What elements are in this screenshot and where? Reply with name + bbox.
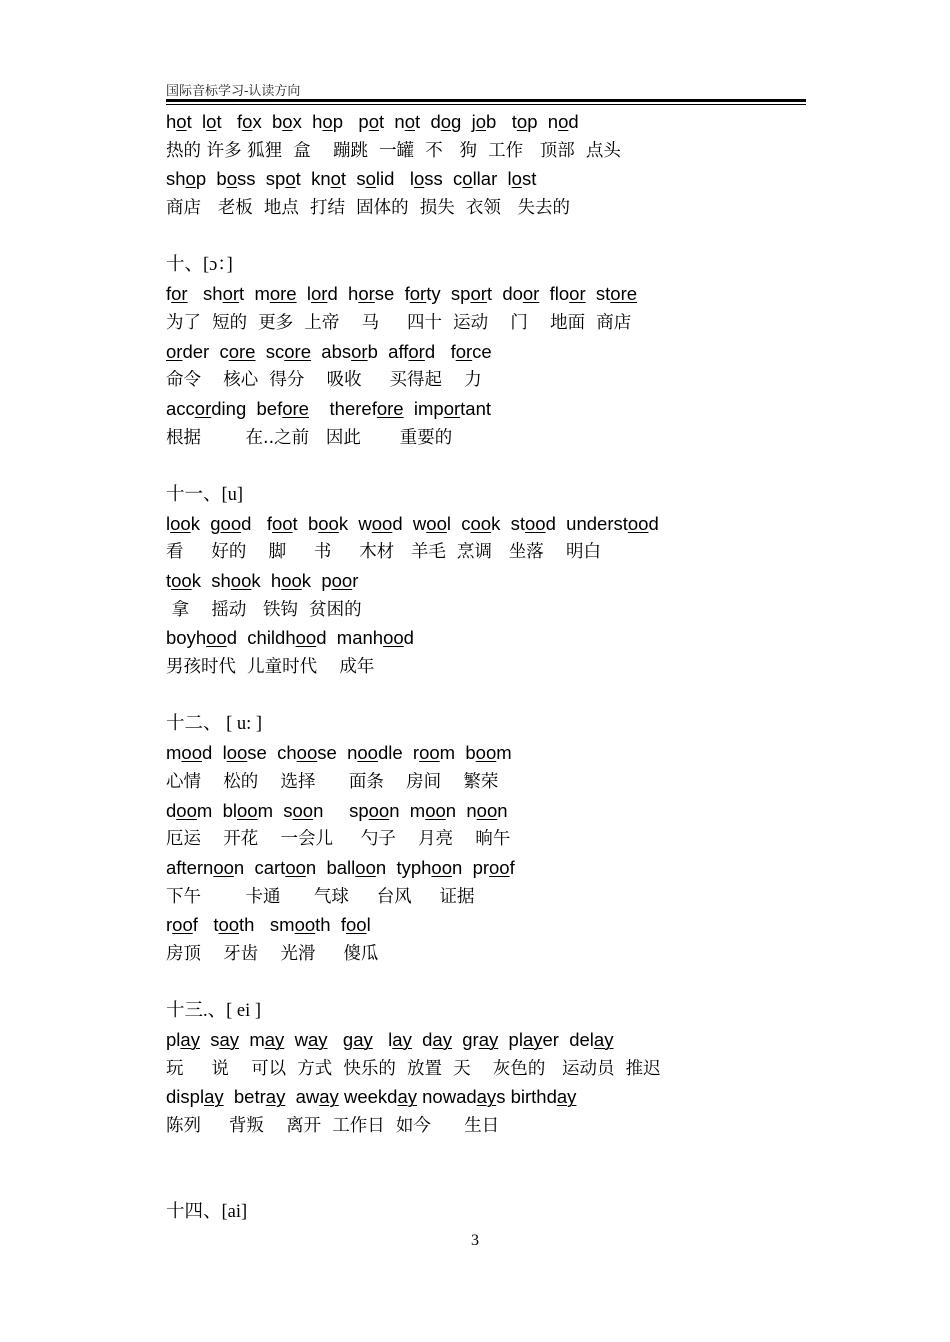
highlighted-letters: o xyxy=(440,111,452,132)
vocab-word: floor xyxy=(549,283,586,305)
vocab-word: order xyxy=(166,340,210,362)
vocab-word: bloom xyxy=(222,799,273,821)
vocab-word: job xyxy=(471,111,497,132)
word-line xyxy=(166,338,806,367)
highlighted-letters: ore xyxy=(228,340,256,362)
vocab-word: day xyxy=(422,1029,452,1050)
vocab-word: poor xyxy=(321,570,359,591)
highlighted-letters: oo xyxy=(294,914,316,936)
page-header-title: 国际音标学习-认读方向 xyxy=(166,84,301,99)
vocab-word: book xyxy=(307,512,349,534)
vocab-word: cartoon xyxy=(254,856,317,878)
word-line xyxy=(166,567,806,596)
vocab-word: force xyxy=(450,340,492,362)
highlighted-letters: o xyxy=(462,168,473,190)
highlighted-letters: o xyxy=(330,168,341,190)
highlighted-letters: oo xyxy=(170,512,191,534)
header-rule-thick xyxy=(166,99,806,102)
vocab-word: understood xyxy=(566,512,659,534)
translation-line: 男孩时代 儿童时代 成年 xyxy=(166,657,375,678)
highlighted-letters: ay xyxy=(307,1029,328,1050)
highlighted-letters: o xyxy=(185,168,196,190)
vocab-word: soon xyxy=(283,799,324,821)
highlighted-letters: o xyxy=(413,168,425,190)
vocab-word: player xyxy=(508,1029,559,1050)
vocab-word: for xyxy=(166,283,188,305)
vocab-word: foot xyxy=(266,512,298,534)
highlighted-letters: oo xyxy=(475,742,497,764)
highlighted-letters: oo xyxy=(181,742,202,764)
vocab-word: birthday xyxy=(510,1086,577,1108)
vocab-word: way xyxy=(294,1029,328,1050)
highlighted-letters: oo xyxy=(383,627,404,649)
highlighted-letters: oo xyxy=(230,570,252,591)
translation-line: 房顶 牙齿 光滑 傻瓜 xyxy=(166,943,379,964)
highlighted-letters: oo xyxy=(295,627,317,649)
highlighted-letters: ay xyxy=(319,1086,339,1108)
vocab-word: boyhood xyxy=(166,627,237,649)
vocab-word: core xyxy=(219,340,256,362)
highlighted-letters: or xyxy=(311,283,328,305)
vocab-word: fool xyxy=(340,914,371,936)
highlighted-letters: o xyxy=(176,111,187,132)
highlighted-letters: ay xyxy=(432,1029,452,1050)
highlighted-letters: o xyxy=(365,168,376,190)
vocab-word: proof xyxy=(472,856,515,878)
vocab-word: noodle xyxy=(347,742,403,764)
vocab-word: say xyxy=(210,1029,240,1050)
highlighted-letters: oo xyxy=(292,799,314,821)
highlighted-letters: o xyxy=(511,168,522,190)
vocab-word: wood xyxy=(358,512,403,534)
highlighted-letters: ay xyxy=(392,1029,412,1050)
vocab-word: mood xyxy=(166,742,213,764)
vocab-word: roof xyxy=(166,914,198,936)
vocab-word: delay xyxy=(569,1029,614,1050)
vocab-word: hop xyxy=(312,111,343,132)
vocab-word: moon xyxy=(409,799,457,821)
translation-line: 下午 卡通 气球 台风 证据 xyxy=(166,886,475,907)
vocab-word: collar xyxy=(453,168,498,190)
translation-line: 根据 在..之前 因此 重要的 xyxy=(166,427,453,448)
highlighted-letters: oo xyxy=(371,512,393,534)
highlighted-letters: oo xyxy=(236,799,258,821)
vocab-word: store xyxy=(595,283,638,305)
highlighted-letters: oo xyxy=(172,914,193,936)
vocab-word: may xyxy=(249,1029,285,1050)
page-number: 3 xyxy=(471,1232,479,1249)
word-line xyxy=(166,510,806,539)
highlighted-letters: oo xyxy=(355,856,376,878)
spacer xyxy=(166,969,806,998)
highlighted-letters: oo xyxy=(426,512,447,534)
highlighted-letters: ore xyxy=(284,340,312,362)
spacer xyxy=(166,452,806,481)
vocab-word: choose xyxy=(277,742,337,764)
highlighted-letters: o xyxy=(475,111,487,132)
vocab-word: pot xyxy=(358,111,385,132)
vocab-word: before xyxy=(256,397,309,419)
vocab-word: forty xyxy=(404,283,441,305)
vocab-word: therefore xyxy=(329,397,404,419)
vocab-word: important xyxy=(413,397,492,419)
highlighted-letters: or xyxy=(408,340,425,362)
vocab-word: room xyxy=(412,742,456,764)
highlighted-letters: ore xyxy=(376,397,404,419)
vocab-word: gay xyxy=(342,1029,373,1050)
highlighted-letters: o xyxy=(322,111,333,132)
highlighted-letters: oo xyxy=(431,856,452,878)
highlighted-letters: oo xyxy=(176,799,197,821)
vocab-word: short xyxy=(203,283,245,305)
highlighted-letters: oo xyxy=(346,914,367,936)
word-line xyxy=(166,624,806,653)
highlighted-letters: oo xyxy=(206,627,227,649)
word-line xyxy=(166,280,806,309)
highlighted-letters: or xyxy=(351,340,368,362)
vocab-word: good xyxy=(210,512,252,534)
highlighted-letters: or xyxy=(166,340,183,362)
highlighted-letters: oo xyxy=(226,742,248,764)
vocab-word: lay xyxy=(388,1029,412,1050)
word-line xyxy=(166,797,806,826)
highlighted-letters: o xyxy=(226,168,238,190)
vocab-word: sport xyxy=(450,283,493,305)
translation-line: 商店 老板 地点 打结 固体的 损失 衣领 失去的 xyxy=(166,198,571,219)
section-heading: 十三.、[ ei ] xyxy=(166,1001,262,1022)
vocab-word: absorb xyxy=(321,340,378,362)
vocab-word: boom xyxy=(465,742,512,764)
highlighted-letters: or xyxy=(222,283,240,305)
highlighted-letters: oo xyxy=(425,799,446,821)
word-line xyxy=(166,1083,806,1112)
highlighted-letters: o xyxy=(404,111,416,132)
highlighted-letters: o xyxy=(206,111,217,132)
highlighted-letters: oo xyxy=(368,799,390,821)
vocab-word: hook xyxy=(270,570,312,591)
highlighted-letters: oo xyxy=(220,512,242,534)
translation-line: 厄运 开花 一会儿 勺子 月亮 晌午 xyxy=(166,829,511,850)
vocab-word: dog xyxy=(430,111,462,132)
translation-line: 命令 核心 得分 吸收 买得起 力 xyxy=(166,370,482,391)
vocab-word: took xyxy=(166,570,201,591)
vocab-word: lord xyxy=(306,283,338,305)
highlighted-letters: ay xyxy=(265,1086,286,1108)
highlighted-letters: ay xyxy=(219,1029,240,1050)
vocab-word: more xyxy=(254,283,297,305)
vocab-word: play xyxy=(166,1029,200,1050)
header-rule-thin xyxy=(166,104,806,105)
vocab-word: betray xyxy=(233,1086,286,1108)
highlighted-letters: or xyxy=(455,340,473,362)
vocab-word: look xyxy=(166,512,200,534)
vocab-word: nowadays xyxy=(422,1086,506,1108)
highlighted-letters: or xyxy=(194,397,212,419)
word-line xyxy=(166,1026,806,1055)
highlighted-letters: or xyxy=(443,397,461,419)
highlighted-letters: oo xyxy=(296,742,318,764)
vocab-word: box xyxy=(271,111,302,132)
highlighted-letters: or xyxy=(409,283,427,305)
vocab-word: shook xyxy=(211,570,261,591)
vocab-word: shop xyxy=(166,168,207,190)
word-line xyxy=(166,739,806,768)
translation-line: 为了 短的 更多 上帝 马 四十 运动 门 地面 商店 xyxy=(166,312,632,333)
highlighted-letters: or xyxy=(569,283,586,305)
highlighted-letters: oo xyxy=(470,512,492,534)
highlighted-letters: ore xyxy=(282,397,309,419)
vocab-word: according xyxy=(166,397,247,419)
highlighted-letters: oo xyxy=(331,570,353,591)
vocab-word: lot xyxy=(202,111,222,132)
vocab-word: solid xyxy=(356,168,395,190)
highlighted-letters: ay xyxy=(397,1086,417,1108)
vocab-word: balloon xyxy=(326,856,387,878)
vocab-word: spoon xyxy=(349,799,400,821)
highlighted-letters: oo xyxy=(627,512,649,534)
word-line xyxy=(166,911,806,940)
vocab-word: away xyxy=(295,1086,339,1108)
highlighted-letters: ay xyxy=(180,1029,200,1050)
vocab-word: wool xyxy=(412,512,451,534)
vocab-word: horse xyxy=(348,283,395,305)
vocab-word: afternoon xyxy=(166,856,245,878)
vocab-word: afford xyxy=(388,340,436,362)
highlighted-letters: or xyxy=(171,283,188,305)
translation-line: 心情 松的 选择 面条 房间 繁荣 xyxy=(166,771,499,792)
vocab-word: noon xyxy=(466,799,508,821)
highlighted-letters: ay xyxy=(556,1086,577,1108)
vocab-word: nod xyxy=(547,111,579,132)
highlighted-letters: o xyxy=(282,111,293,132)
word-line xyxy=(166,165,806,194)
word-line xyxy=(166,395,806,424)
highlighted-letters: or xyxy=(358,283,375,305)
spacer xyxy=(166,1141,806,1198)
highlighted-letters: or xyxy=(522,283,540,305)
document-body xyxy=(166,108,806,1227)
vocab-word: score xyxy=(265,340,312,362)
highlighted-letters: oo xyxy=(213,856,234,878)
vocab-word: manhood xyxy=(336,627,414,649)
vocab-word: fox xyxy=(237,111,262,132)
highlighted-letters: oo xyxy=(357,742,378,764)
spacer xyxy=(166,223,806,252)
vocab-word: not xyxy=(394,111,421,132)
vocab-word: tooth xyxy=(213,914,255,936)
vocab-word: loss xyxy=(409,168,443,190)
highlighted-letters: oo xyxy=(171,570,192,591)
highlighted-letters: oo xyxy=(419,742,440,764)
highlighted-letters: o xyxy=(516,111,528,132)
highlighted-letters: ore xyxy=(269,283,297,305)
vocab-word: typhoon xyxy=(396,856,463,878)
vocab-word: loose xyxy=(222,742,267,764)
highlighted-letters: oo xyxy=(489,856,510,878)
translation-line: 玩 说 可以 方式 快乐的 放置 天 灰色的 运动员 推迟 xyxy=(166,1058,661,1079)
highlighted-letters: oo xyxy=(285,856,306,878)
word-line xyxy=(166,108,806,137)
translation-line: 拿 摇动 铁钩 贫困的 xyxy=(166,599,362,620)
highlighted-letters: ay xyxy=(264,1029,285,1050)
highlighted-letters: oo xyxy=(271,512,293,534)
section-heading: 十一、[u] xyxy=(166,484,244,505)
vocab-word: door xyxy=(502,283,540,305)
vocab-word: lost xyxy=(507,168,537,190)
section-heading: 十、[ɔ：] xyxy=(166,255,233,276)
translation-line: 看 好的 脚 书 木材 羊毛 烹调 坐落 明白 xyxy=(166,542,601,563)
highlighted-letters: ay xyxy=(522,1029,543,1050)
highlighted-letters: or xyxy=(470,283,487,305)
vocab-word: knot xyxy=(311,168,347,190)
spacer xyxy=(166,682,806,711)
highlighted-letters: o xyxy=(558,111,569,132)
highlighted-letters: oo xyxy=(281,570,302,591)
highlighted-letters: ay xyxy=(204,1086,224,1108)
highlighted-letters: ay xyxy=(593,1029,614,1050)
highlighted-letters: ore xyxy=(610,283,638,305)
vocab-word: weekday xyxy=(343,1086,417,1108)
vocab-word: stood xyxy=(510,512,556,534)
vocab-word: gray xyxy=(462,1029,499,1050)
translation-line: 陈列 背叛 离开 工作日 如今 生日 xyxy=(166,1116,500,1137)
highlighted-letters: oo xyxy=(476,799,498,821)
highlighted-letters: ay xyxy=(478,1029,499,1050)
vocab-word: childhood xyxy=(247,627,327,649)
highlighted-letters: o xyxy=(285,168,296,190)
vocab-word: cook xyxy=(461,512,501,534)
section-heading: 十二、 [ u: ] xyxy=(166,714,263,735)
vocab-word: spot xyxy=(265,168,301,190)
vocab-word: smooth xyxy=(269,914,331,936)
highlighted-letters: o xyxy=(242,111,253,132)
vocab-word: doom xyxy=(166,799,213,821)
vocab-word: boss xyxy=(216,168,256,190)
vocab-word: top xyxy=(511,111,538,132)
highlighted-letters: o xyxy=(368,111,379,132)
vocab-word: hot xyxy=(166,111,192,132)
highlighted-letters: ay xyxy=(476,1086,497,1108)
highlighted-letters: oo xyxy=(318,512,339,534)
highlighted-letters: ay xyxy=(353,1029,373,1050)
translation-line: 热的 许多 狐狸 盒 蹦跳 一罐 不 狗 工作 顶部 点头 xyxy=(166,140,621,161)
section-heading: 十四、[ai] xyxy=(166,1202,248,1223)
highlighted-letters: oo xyxy=(218,914,240,936)
vocab-word: display xyxy=(166,1086,224,1108)
highlighted-letters: oo xyxy=(525,512,546,534)
word-line xyxy=(166,854,806,883)
